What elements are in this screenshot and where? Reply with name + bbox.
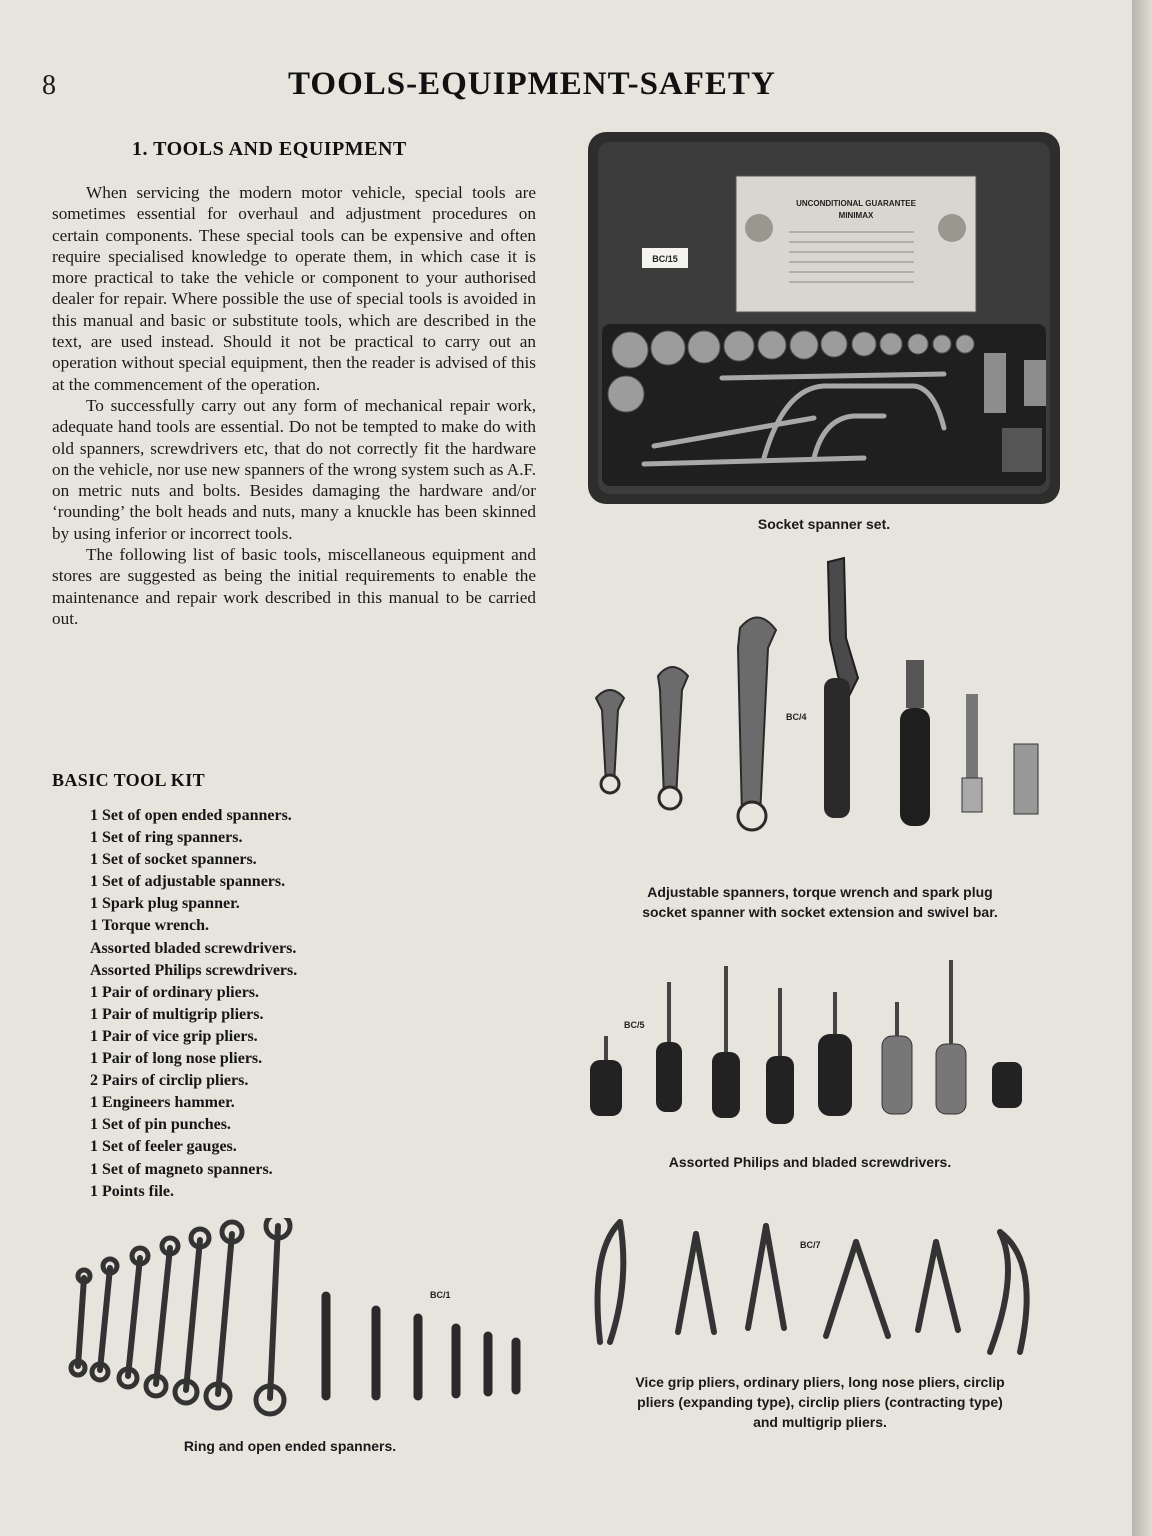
caption-line: Vice grip pliers, ordinary pliers, long nose pliers, circlip — [635, 1374, 1005, 1390]
caption-line: and multigrip pliers. — [753, 1414, 887, 1430]
adjustable-spanners-photo — [580, 548, 1050, 838]
list-item: 1 Spark plug spanner. — [90, 895, 240, 913]
list-item: 1 Points file. — [90, 1182, 174, 1200]
spanners-photo — [60, 1218, 540, 1418]
figure-code: BC/1 — [430, 1290, 451, 1300]
list-item: 1 Pair of multigrip pliers. — [90, 1005, 264, 1023]
figure-code: BC/5 — [624, 1020, 645, 1030]
list-item: 1 Engineers hammer. — [90, 1094, 235, 1112]
section-heading: 1. TOOLS AND EQUIPMENT — [132, 138, 407, 160]
screwdrivers-caption: Assorted Philips and bladed screwdrivers. — [668, 1154, 952, 1170]
list-item: 1 Pair of vice grip pliers. — [90, 1027, 258, 1045]
pliers-photo — [580, 1212, 1050, 1362]
paragraph: To successfully carry out any form of mechanical repair work, adequate hand tools are essential. Do not be tempted to make do with old spanners, screwdrivers etc, that do not correctly fit the hardware on the vehicle, nor use new spanners of the wrong system such as A.F. on metric nuts and bolts. Besides damaging the hardware and/or ‘rounding’ the bolt heads and nuts, many a knuckle has been skinned by using inferior or incorrect tools. — [52, 395, 536, 543]
section-body — [52, 182, 536, 629]
list-item: 1 Set of feeler gauges. — [90, 1138, 237, 1156]
screwdrivers-photo — [580, 952, 1060, 1127]
case-label-line1: UNCONDITIONAL GUARANTEE — [796, 199, 916, 208]
list-item: Assorted bladed screwdrivers. — [90, 939, 297, 957]
tool-kit-list — [90, 805, 297, 1203]
list-item: 1 Pair of ordinary pliers. — [90, 983, 260, 1001]
list-item: 1 Set of magneto spanners. — [90, 1160, 273, 1178]
list-item: 1 Set of socket spanners. — [90, 851, 257, 869]
pliers-caption — [560, 1372, 1080, 1432]
socket-set-photo — [584, 128, 1064, 513]
list-item: 1 Pair of long nose pliers. — [90, 1050, 263, 1068]
figure-code: BC/7 — [800, 1240, 821, 1250]
caption-line: pliers (expanding type), circlip pliers (contracting type) — [637, 1394, 1003, 1410]
figure-code: BC/15 — [652, 254, 678, 264]
paragraph: When servicing the modern motor vehicle, special tools are sometimes essential for overhaul and adjustment procedures on certain components. These special tools can be expensive and often require specialised knowledge to operate them, in which case it is more practical to take the vehicle or component to your authorised dealer for repair. Where possible the use of special tools is avoided in this manual and basic or substitute tools, which are described in the text, are used instead. Should it not be practical to carry out an operation without special equipment, then the reader is advised of this at the commencement of the operation. — [52, 183, 536, 394]
caption-line: socket spanner with socket extension and swivel bar. — [642, 904, 998, 920]
adjustable-spanners-caption — [560, 882, 1080, 922]
case-label-line2: MINIMAX — [838, 211, 874, 220]
list-item: 1 Set of pin punches. — [90, 1116, 231, 1134]
page-title: TOOLS-EQUIPMENT-SAFETY — [288, 66, 776, 102]
list-item: 1 Torque wrench. — [90, 917, 209, 935]
list-item: 1 Set of open ended spanners. — [90, 807, 292, 824]
tool-kit-heading: BASIC TOOL KIT — [52, 770, 206, 790]
paragraph: The following list of basic tools, miscellaneous equipment and stores are suggested as being the initial requirements to enable the maintenance and repair work described in this manual to be carried out. — [52, 545, 536, 628]
list-item: 1 Set of adjustable spanners. — [90, 873, 286, 891]
page-number: 8 — [42, 70, 56, 101]
list-item: 2 Pairs of circlip pliers. — [90, 1072, 249, 1090]
socket-set-caption: Socket spanner set. — [757, 516, 891, 532]
caption-line: Adjustable spanners, torque wrench and spark plug — [647, 884, 993, 900]
list-item: Assorted Philips screwdrivers. — [90, 961, 298, 979]
page-edge — [1132, 0, 1152, 1536]
list-item: 1 Set of ring spanners. — [90, 829, 243, 847]
figure-code: BC/4 — [786, 712, 807, 722]
spanners-caption: Ring and open ended spanners. — [183, 1438, 397, 1454]
